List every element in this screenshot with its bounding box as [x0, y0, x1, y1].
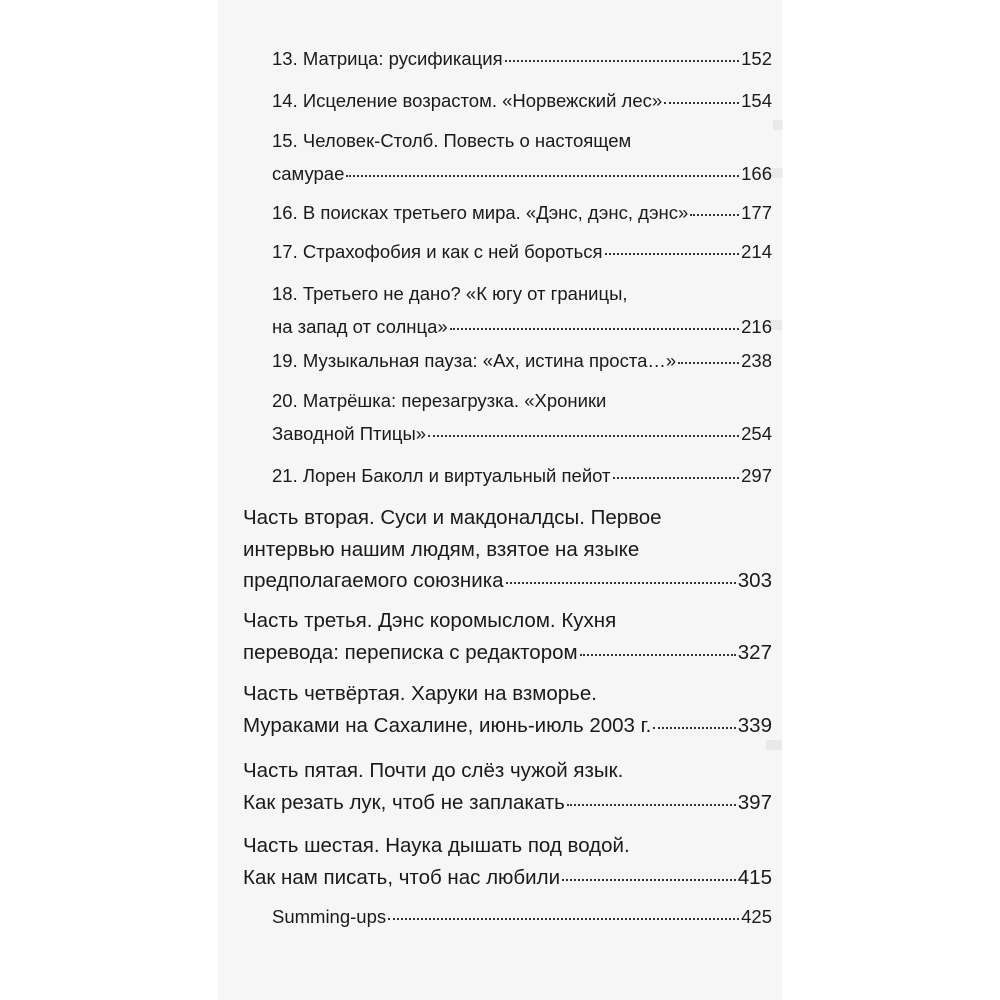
leader-dots — [664, 101, 739, 104]
leader-dots — [678, 361, 739, 364]
toc-page-number: 254 — [741, 423, 772, 444]
toc-page-number: 415 — [737, 865, 772, 889]
toc-part-5[interactable] — [243, 755, 772, 818]
toc-entry-18[interactable] — [272, 277, 772, 343]
leader-dots — [653, 726, 735, 729]
leader-dots — [605, 252, 740, 255]
toc-part-title: Часть шестая. Наука дышать под водой. — [243, 834, 630, 857]
toc-entry-13[interactable] — [272, 42, 772, 75]
toc-part-2[interactable] — [243, 502, 772, 597]
toc-entry-title-cont: самурае — [272, 163, 345, 184]
toc-part-title: Часть четвёртая. Харуки на взморье. — [243, 682, 597, 705]
toc-page-number: 177 — [741, 202, 772, 223]
leader-dots — [428, 434, 739, 437]
leader-dots — [580, 653, 736, 656]
toc-page-number: 297 — [741, 465, 772, 486]
toc-page-number: 166 — [741, 163, 772, 184]
leader-dots — [505, 59, 740, 62]
toc-entry-title: 13. Матрица: русификация — [272, 48, 503, 69]
leader-dots — [690, 213, 739, 216]
toc-entry-title: 15. Человек-Столб. Повесть о настоящем — [272, 130, 632, 151]
toc-entry-title: 14. Исцеление возрастом. «Норвежский лес» — [272, 90, 663, 111]
toc-page-number: 327 — [737, 640, 772, 664]
toc-part-title: Часть третья. Дэнс коромыслом. Кухня — [243, 609, 617, 632]
show-through-mark — [773, 120, 783, 130]
leader-dots — [450, 327, 739, 330]
toc-part-3[interactable] — [243, 605, 772, 668]
toc-entry-17[interactable] — [272, 235, 772, 268]
toc-entry-19[interactable] — [272, 344, 772, 377]
toc-part-6[interactable] — [243, 830, 772, 893]
toc-entry-15[interactable] — [272, 124, 772, 190]
toc-entry-14[interactable] — [272, 84, 772, 117]
toc-part-title-cont: перевода: переписка с редактором — [243, 640, 578, 664]
toc-page-number: 154 — [741, 90, 772, 111]
toc-page-number: 214 — [741, 241, 772, 262]
show-through-mark — [766, 740, 782, 750]
toc-page-number: 238 — [741, 350, 772, 371]
toc-entry-title: 19. Музыкальная пауза: «Ах, истина проста…» — [272, 350, 677, 371]
toc-page-number: 152 — [741, 48, 772, 69]
toc-entry-summing-ups[interactable] — [272, 900, 772, 933]
toc-part-title-cont: Мураками на Сахалине, июнь-июль 2003 г. — [243, 713, 652, 737]
toc-entry-16[interactable] — [272, 196, 772, 229]
toc-entry-title: 16. В поисках третьего мира. «Дэнс, дэнс, дэнс» — [272, 202, 689, 223]
toc-entry-title: 20. Матрёшка: перезагрузка. «Хроники — [272, 390, 607, 411]
toc-entry-title-cont: Заводной Птицы» — [272, 423, 427, 444]
toc-page-number: 397 — [737, 790, 772, 814]
toc-entry-title: 21. Лорен Баколл и виртуальный пейот — [272, 465, 611, 486]
toc-entry-title: 18. Третьего не дано? «К югу от границы, — [272, 283, 628, 304]
leader-dots — [346, 174, 739, 177]
toc-entry-21[interactable] — [272, 459, 772, 492]
leader-dots — [388, 917, 739, 920]
toc-part-title: Часть пятая. Почти до слёз чужой язык. — [243, 759, 624, 782]
toc-part-title-cont: предполагаемого союзника — [243, 569, 504, 592]
toc-part-title-cont: Как резать лук, чтоб не заплакать — [243, 790, 565, 814]
toc-page-number: 216 — [741, 316, 772, 337]
leader-dots — [562, 878, 736, 881]
toc-entry-20[interactable] — [272, 384, 772, 450]
toc-page-number: 339 — [737, 713, 772, 737]
toc-entry-title-cont: на запад от солнца» — [272, 316, 448, 337]
toc-part-4[interactable] — [243, 678, 772, 741]
toc-part-title: Часть вторая. Суси и макдоналдсы. Первое — [243, 506, 662, 529]
toc-part-title-cont: Как нам писать, чтоб нас любили — [243, 865, 561, 889]
leader-dots — [567, 803, 736, 806]
toc-entry-title: 17. Страхофобия и как с ней бороться — [272, 241, 603, 262]
toc-page-number: 303 — [737, 569, 772, 592]
leader-dots — [613, 476, 740, 479]
toc-part-title-cont: интервью нашим людям, взятое на языке — [243, 537, 640, 561]
leader-dots — [506, 581, 736, 584]
toc-entry-title: Summing-ups — [272, 906, 387, 927]
toc-page-number: 425 — [741, 906, 772, 927]
